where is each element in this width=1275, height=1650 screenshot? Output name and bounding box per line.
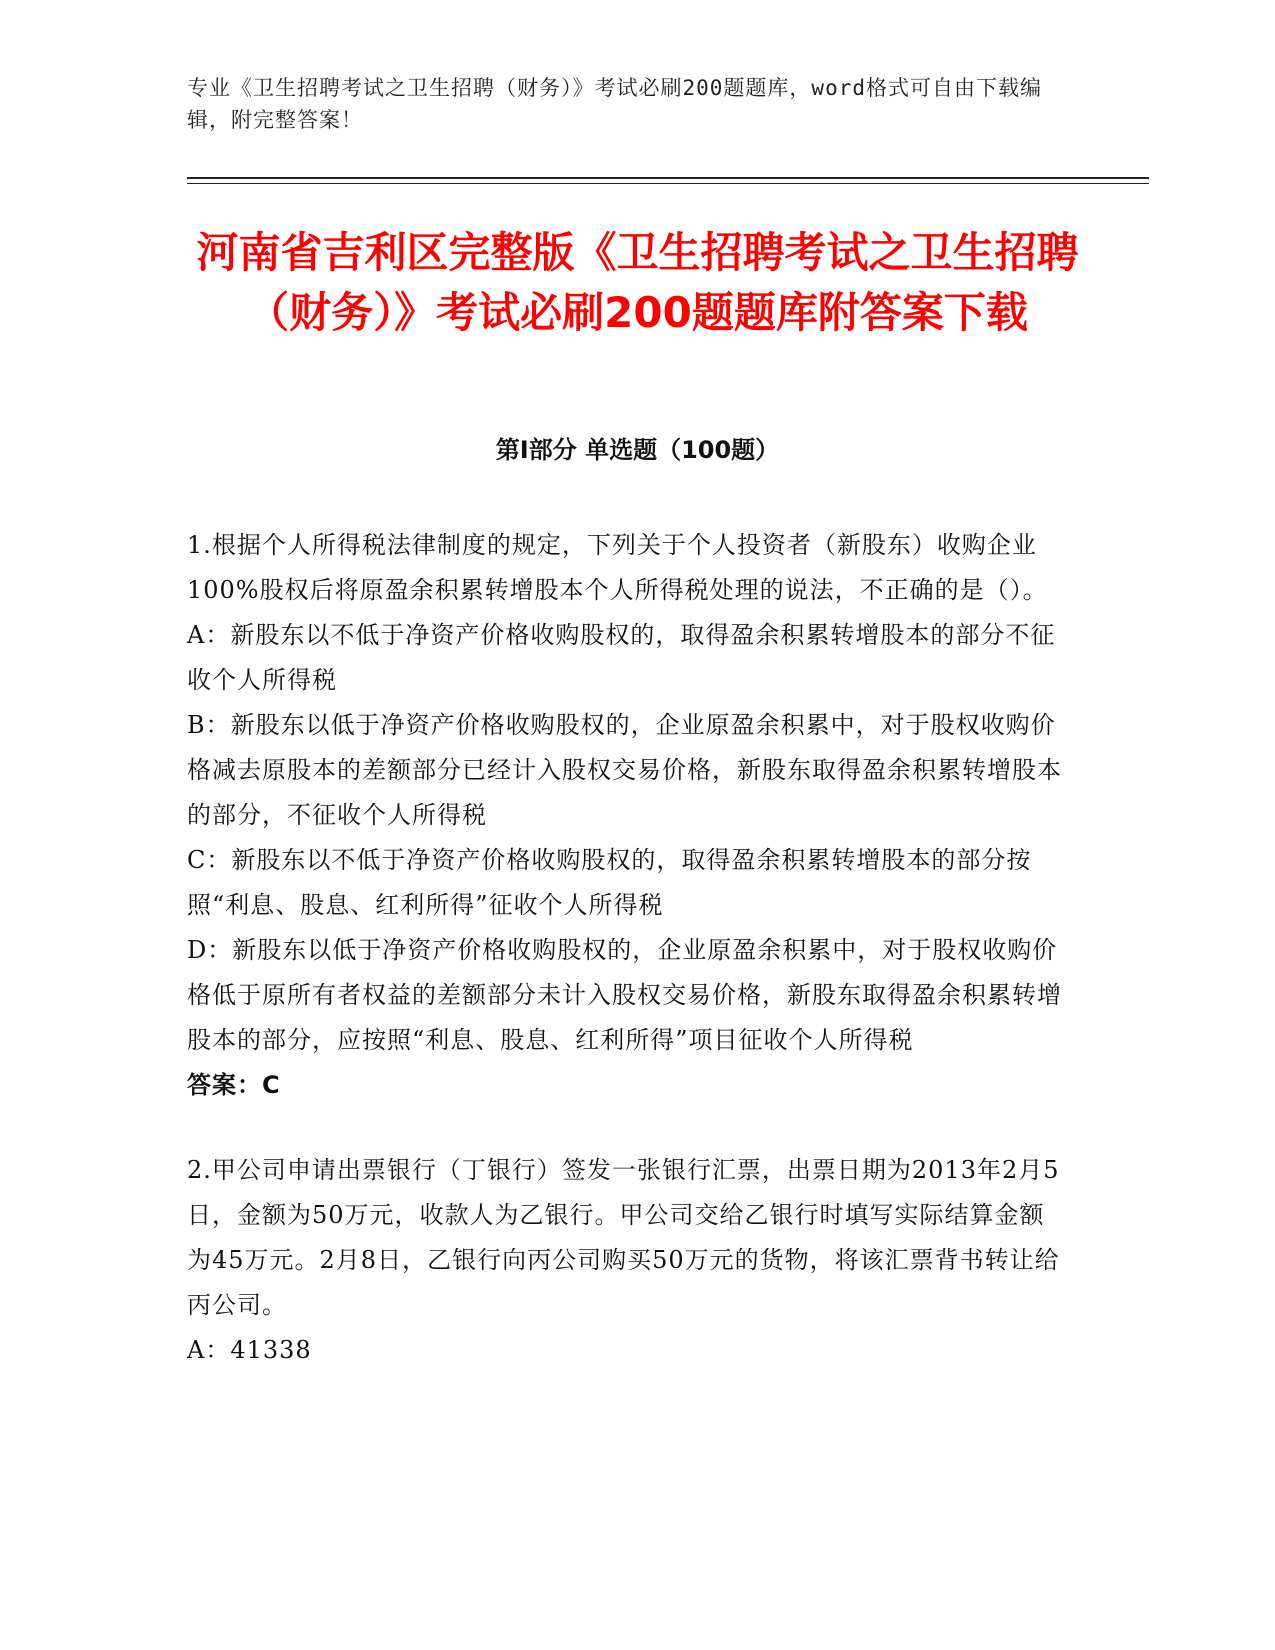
- header-rule: [187, 177, 1149, 179]
- option-d: D：新股东以低于净资产价格收购股权的，企业原盈余积累中，对于股权收购价格低于原所有者权益的差额部分未计入股权交易价格，新股东取得盈余积累转增股本的部分，应按照“利息、股息、红利所得”项目征收个人所得税: [187, 936, 1062, 1054]
- option-a: A：新股东以不低于净资产价格收购股权的，取得盈余积累转增股本的部分不征收个人所得税: [187, 621, 1056, 694]
- answer: 答案：C: [187, 1071, 281, 1099]
- header-note: 专业《卫生招聘考试之卫生招聘（财务）》考试必刷200题题库，word格式可自由下载编辑，附完整答案！: [187, 76, 1042, 132]
- section-title: 第Ⅰ部分 单选题（100题）: [495, 436, 780, 464]
- question-list: [187, 523, 1067, 1373]
- option-a: A：41338: [187, 1336, 312, 1364]
- question-1: [187, 523, 1067, 1108]
- header-rule-thin: [187, 183, 1149, 184]
- option-c: C：新股东以不低于净资产价格收购股权的，取得盈余积累转增股本的部分按照“利息、股息、红利所得”征收个人所得税: [187, 846, 1032, 919]
- question-2: [187, 1148, 1067, 1373]
- question-stem: 1.根据个人所得税法律制度的规定，下列关于个人投资者（新股东）收购企业100%股权后将原盈余积累转增股本个人所得税处理的说法，不正确的是（）。: [187, 531, 1048, 604]
- option-b: B：新股东以低于净资产价格收购股权的，企业原盈余积累中，对于股权收购价格减去原股本的差额部分已经计入股权交易价格，新股东取得盈余积累转增股本的部分，不征收个人所得税: [187, 711, 1062, 829]
- question-spacer: [187, 1108, 1067, 1148]
- question-stem: 2.甲公司申请出票银行（丁银行）签发一张银行汇票，出票日期为2013年2月5日，金额为50万元，收款人为乙银行。甲公司交给乙银行时填写实际结算金额为45万元。2月8日，乙银行向丙公司购买50万元的货物，将该汇票背书转让给丙公司。: [187, 1156, 1060, 1319]
- document-title: 河南省吉利区完整版《卫生招聘考试之卫生招聘（财务）》考试必刷200题题库附答案下载: [196, 228, 1079, 337]
